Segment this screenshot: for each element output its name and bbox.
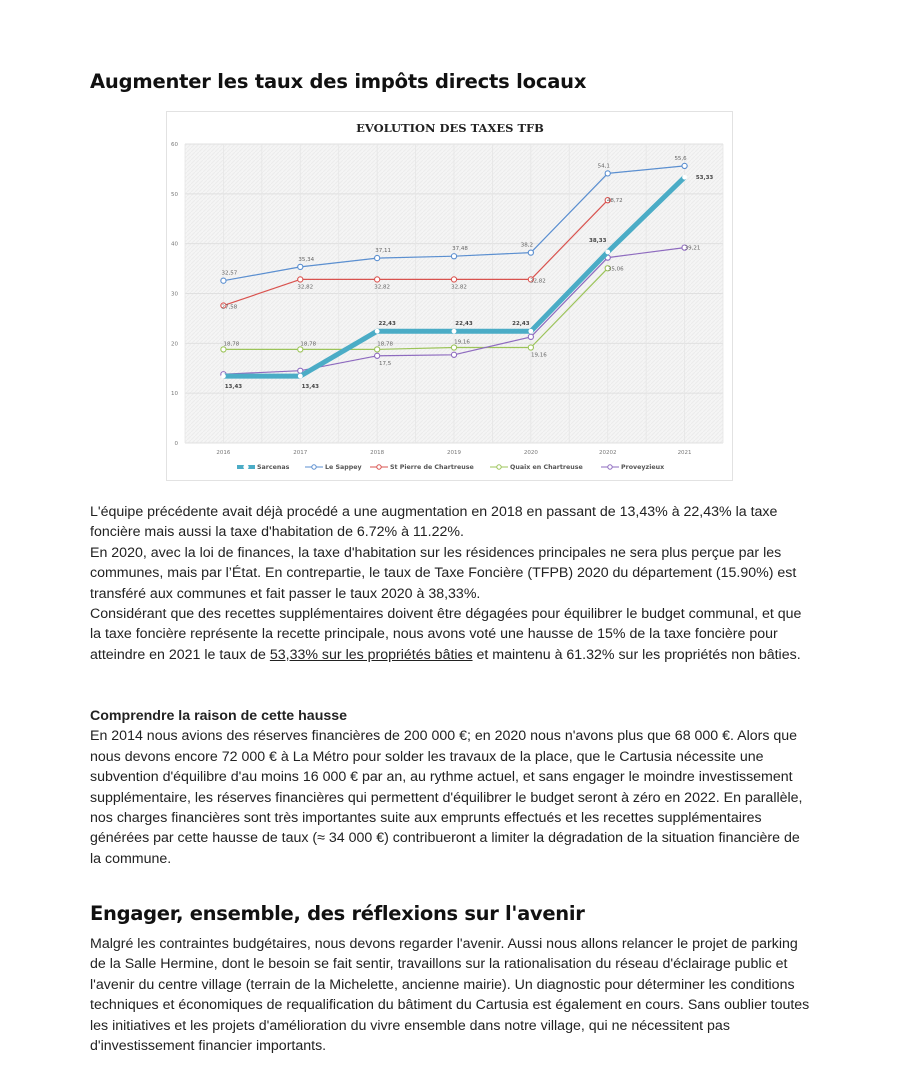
data-point-sarcenas (375, 329, 379, 333)
x-tick-label: 2016 (216, 450, 231, 456)
data-label-sarcenas: 22,43 (378, 321, 396, 328)
data-label-proveyzieux: 17,5 (379, 360, 392, 367)
chart-svg (167, 112, 734, 482)
legend-marker-quaix-en-chartreuse (497, 465, 501, 469)
data-label-le-sappey: 37,11 (375, 248, 392, 255)
x-tick-label: 2020 (523, 450, 538, 456)
y-tick-label: 50 (171, 191, 178, 198)
data-point-st-pierre-de-chartreuse (375, 277, 380, 282)
legend-label-quaix-en-chartreuse: Quaix en Chartreuse (510, 464, 583, 471)
data-label-sarcenas: 22,43 (455, 321, 473, 328)
data-label-quaix-en-chartreuse: 18,78 (223, 341, 240, 348)
data-label-quaix-en-chartreuse: 19,16 (530, 352, 547, 359)
paragraph-line-2020: En 2020, avec la loi de finances, la taxe d'habitation sur les résidences principales ne sera plus perçue par les communes, mais par l’État. En contrepartie, le taux de Taxe Foncière (TFPB) 2020 du département (15.90%) est transféré aux communes et fait passer le taux 2020 à 38,33%. (90, 544, 797, 602)
data-point-sarcenas (683, 175, 687, 179)
data-point-st-pierre-de-chartreuse (451, 277, 456, 282)
data-label-le-sappey: 54,1 (597, 163, 610, 170)
data-label-proveyzieux: 39,21 (684, 245, 701, 252)
data-point-sarcenas (221, 374, 225, 378)
data-point-le-sappey (528, 250, 533, 255)
data-label-le-sappey: 55,6 (674, 155, 687, 162)
chart-title: EVOLUTION DES TAXES TFB (356, 121, 544, 135)
text-before-link: Considérant que des recettes supplémentaires doivent être dégagées pour équilibrer le budget communal, et que la taxe foncière représente la recette principale, nous avons voté une hausse de 15% de la taxe foncière pour atteindre en 2021 le taux de (90, 606, 802, 663)
legend-label-sarcenas: Sarcenas (257, 464, 290, 471)
data-label-st-pierre-de-chartreuse: 32,82 (451, 284, 467, 291)
legend-label-st-pierre-de-chartreuse: St Pierre de Chartreuse (390, 464, 474, 471)
data-label-quaix-en-chartreuse: 19,16 (454, 339, 470, 346)
data-label-st-pierre-de-chartreuse: 32,82 (529, 278, 546, 285)
data-point-sarcenas (606, 250, 610, 254)
subheading-raison: Comprendre la raison de cette hausse (90, 708, 348, 724)
link-proprietes-baties[interactable]: 53,33% sur les propriétés bâties (269, 646, 473, 663)
data-label-le-sappey: 35,34 (298, 256, 315, 263)
data-point-quaix-en-chartreuse (451, 345, 456, 350)
paragraph-avenir (90, 934, 810, 1056)
paragraph-reserves: En 2014 nous avions des réserves financières de 200 000 €; en 2020 nous n'avons plus que 68 000 €. Alors que nous devons encore 72 000 € à La Métro pour solder les travaux de la place, que le Cartusia nécessite une subvention d'équilibre d'au moins 16 000 € par an, au rythme actuel, et sans engager le moindre investissement supplémentaire, les réserves financières qui permettent d'équilibrer le budget seront à zéro en 2022. En parallèle, nos charges financières sont très importantes suite aux emprunts effectués et les recettes supplémentaires générées par cette hausse de taux (≈ 34 000 €) contribueront a limiter la dégradation de la situation financière de la commune. (90, 728, 803, 867)
paragraph-line-2018: L'équipe précédente avait déjà procédé a une augmentation en 2018 en passant de 13,43% à 22,43% la taxe foncière mais aussi la taxe d'habitation de 6.72% à 11.22%. (90, 504, 778, 541)
data-point-le-sappey (375, 255, 380, 260)
data-label-sarcenas: 38,33 (589, 237, 607, 244)
paragraph-augmentation (90, 502, 810, 665)
data-point-le-sappey (682, 163, 687, 168)
x-tick-label: 2021 (677, 450, 692, 456)
data-point-sarcenas (298, 374, 302, 378)
legend-marker-proveyzieux (608, 465, 612, 469)
data-label-st-pierre-de-chartreuse: 27,58 (221, 304, 238, 311)
data-label-quaix-en-chartreuse: 18,78 (377, 341, 394, 348)
paragraph-raison (90, 706, 810, 869)
x-tick-label: 2018 (370, 450, 385, 456)
data-point-le-sappey (298, 264, 303, 269)
data-point-st-pierre-de-chartreuse (298, 277, 303, 282)
data-point-proveyzieux (375, 353, 380, 358)
data-label-sarcenas: 53,33 (695, 175, 714, 182)
text-after-link: et maintenu à 61.32% sur les propriétés non bâties. (472, 646, 801, 663)
y-tick-label: 20 (171, 341, 178, 348)
data-label-quaix-en-chartreuse: 35,06 (607, 266, 624, 273)
data-point-proveyzieux (528, 334, 533, 339)
data-label-le-sappey: 37,48 (452, 246, 468, 253)
data-label-st-pierre-de-chartreuse: 48,72 (606, 198, 623, 205)
x-tick-label: 2019 (447, 450, 461, 456)
legend-label-proveyzieux: Proveyzieux (621, 464, 665, 471)
y-tick-label: 0 (174, 441, 178, 447)
y-tick-label: 30 (171, 291, 178, 298)
paragraph-avenir-text: Malgré les contraintes budgétaires, nous devons regarder l'avenir. Aussi nous allons relancer le projet de parking de la Salle Hermine, dont le besoin se fait sentir, travaillons sur la rationalisation du réseau d'éclairage public et l'avenir du centre village (terrain de la Michelette, ancienne mairie). Un diagnostic pour déterminer les conditions techniques et économiques de requalification du bâtiment du Cartusia est également en cours. Sans oublier toutes les initiatives et les projets d'amélioration du vivre ensemble dans notre village, qui ne nécessitent pas d'investissement financier importants. (90, 936, 810, 1055)
data-label-le-sappey: 32,57 (221, 270, 238, 277)
y-tick-label: 10 (171, 391, 178, 398)
data-point-proveyzieux (451, 352, 456, 357)
data-label-le-sappey: 38,2 (520, 242, 533, 249)
legend-label-le-sappey: Le Sappey (325, 464, 362, 471)
data-point-le-sappey (221, 278, 226, 283)
data-point-le-sappey (451, 254, 456, 259)
chart-tfb (166, 111, 733, 481)
data-label-st-pierre-de-chartreuse: 32,82 (297, 284, 314, 291)
section-title-avenir: Engager, ensemble, des réflexions sur l'avenir (90, 902, 585, 925)
x-tick-label: 20202 (598, 450, 617, 456)
data-label-sarcenas: 13,43 (301, 384, 319, 391)
data-point-quaix-en-chartreuse (221, 347, 226, 352)
legend-marker-st-pierre-de-chartreuse (377, 465, 381, 469)
data-point-quaix-en-chartreuse (528, 345, 533, 350)
y-tick-label: 60 (171, 142, 178, 148)
data-label-quaix-en-chartreuse: 18,78 (300, 341, 317, 348)
data-label-sarcenas: 22,43 (512, 321, 530, 328)
data-point-sarcenas (529, 329, 533, 333)
section-title-impots: Augmenter les taux des impôts directs locaux (90, 70, 587, 93)
data-point-sarcenas (452, 329, 456, 333)
paragraph-line-2021 (90, 604, 810, 665)
data-point-quaix-en-chartreuse (298, 347, 303, 352)
x-tick-label: 2017 (293, 450, 308, 456)
data-label-st-pierre-de-chartreuse: 32,82 (374, 284, 391, 291)
legend-marker-sarcenas (244, 465, 248, 469)
y-tick-label: 40 (171, 241, 178, 248)
data-label-sarcenas: 13,43 (224, 384, 243, 391)
data-point-le-sappey (605, 171, 610, 176)
data-point-quaix-en-chartreuse (375, 347, 380, 352)
legend-marker-le-sappey (312, 465, 316, 469)
